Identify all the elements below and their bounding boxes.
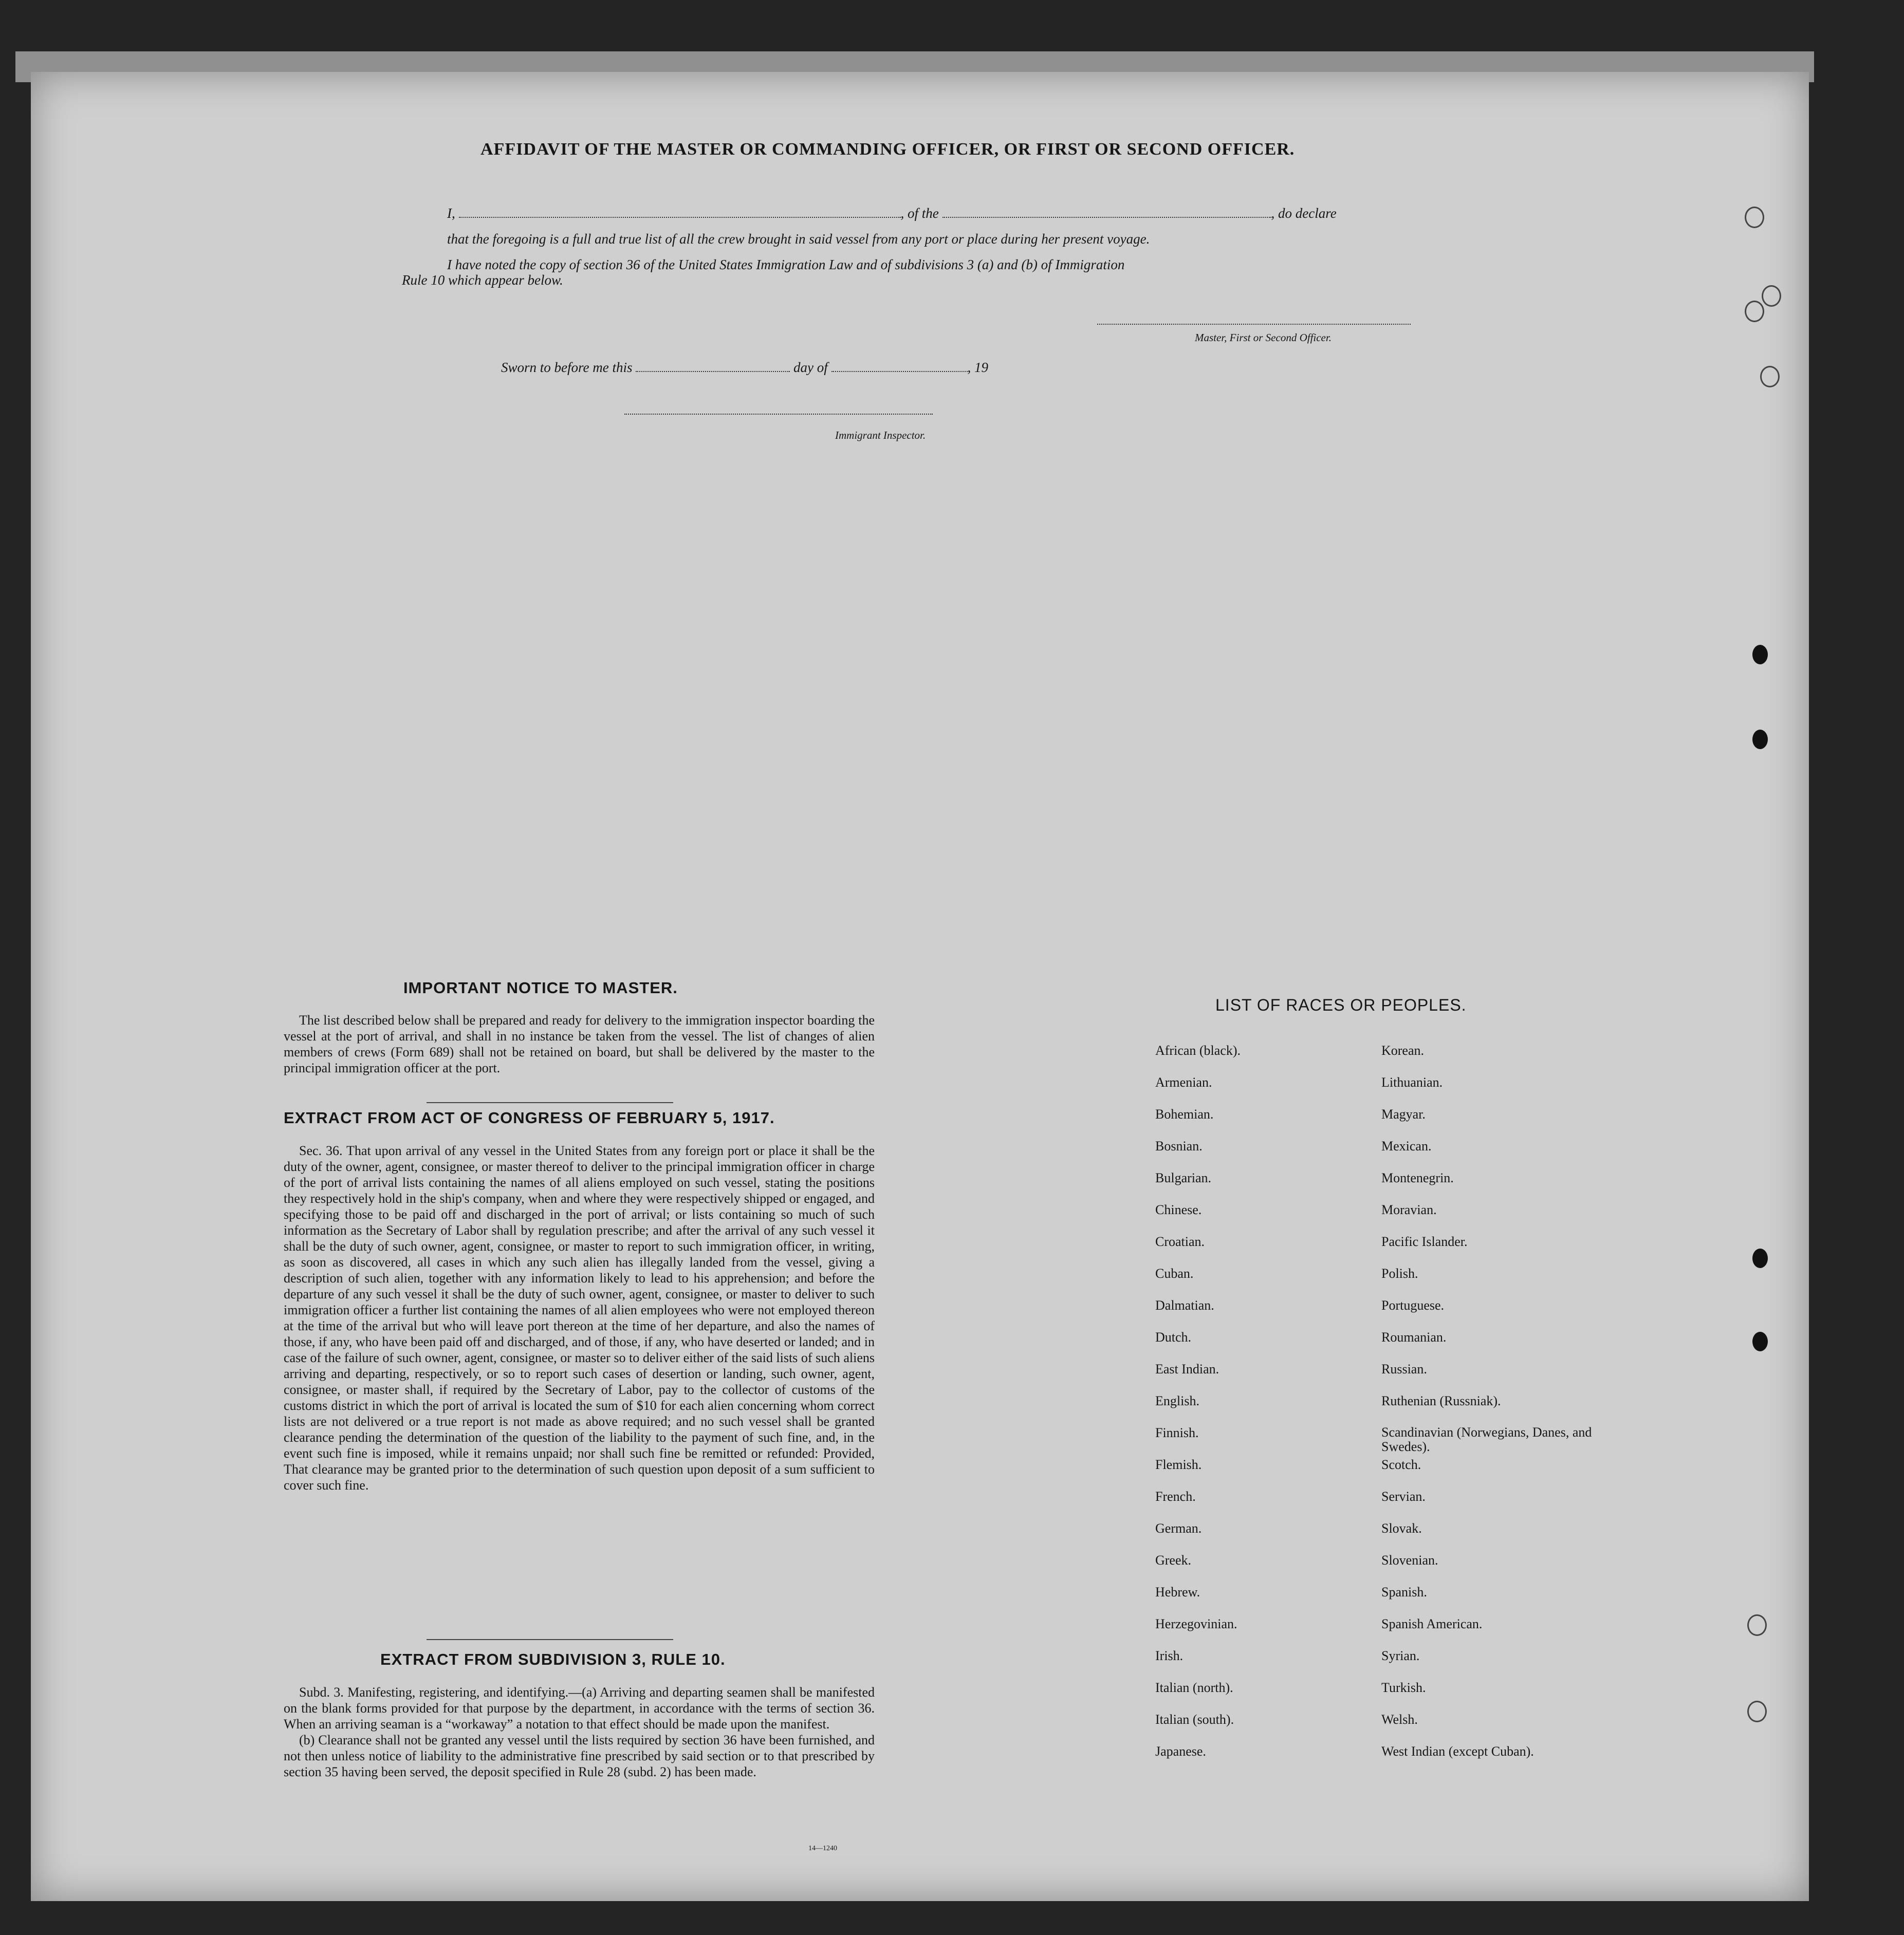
race-item: German. bbox=[1155, 1521, 1202, 1536]
race-item: Mexican. bbox=[1381, 1139, 1432, 1153]
form-number: 14—1240 bbox=[808, 1845, 837, 1852]
race-item: Hebrew. bbox=[1155, 1585, 1200, 1599]
race-item: Scotch. bbox=[1381, 1457, 1421, 1472]
act-extract-body bbox=[284, 1143, 875, 1493]
inspector-caption: Immigrant Inspector. bbox=[835, 429, 926, 441]
race-item: Turkish. bbox=[1381, 1680, 1426, 1695]
race-item: Croatian. bbox=[1155, 1234, 1205, 1249]
i-label: I, bbox=[447, 206, 455, 221]
document-page bbox=[31, 72, 1809, 1901]
race-item: Armenian. bbox=[1155, 1075, 1212, 1090]
race-item: Herzegovinian. bbox=[1155, 1616, 1237, 1631]
binder-hole-4 bbox=[1752, 1332, 1768, 1351]
day-of-label: day of bbox=[793, 360, 828, 375]
affidavit-line-1 bbox=[447, 206, 1337, 221]
binder-hole-3 bbox=[1752, 1249, 1768, 1268]
race-item: Portuguese. bbox=[1381, 1298, 1445, 1313]
affidavit-line-4: Rule 10 which appear below. bbox=[402, 272, 563, 288]
races-title: LIST OF RACES OR PEOPLES. bbox=[1215, 996, 1467, 1014]
year-label: , 19 bbox=[967, 360, 988, 375]
of-the-label: , of the bbox=[900, 206, 939, 221]
do-declare-label: , do declare bbox=[1271, 206, 1337, 221]
binder-ring-6 bbox=[1747, 1701, 1767, 1722]
race-item: Finnish. bbox=[1155, 1425, 1199, 1440]
race-item: East Indian. bbox=[1155, 1362, 1219, 1376]
rule-extract-text-b: (b) Clearance shall not be granted any vessel until the lists required by section 36 have been furnished, and not then unless notice of liability to the administrative fine prescribed by said section or to that prescribed by section 35 having been served, the deposit specified in Rule 28 (subd. 2) has been made. bbox=[284, 1733, 875, 1779]
act-extract-text: Sec. 36. That upon arrival of any vessel in the United States from any foreign port or place it shall be the duty of the owner, agent, consignee, or master thereof to deliver to the principal immigration officer in charge of the port of arrival lists containing the names of all aliens employed on such vessel, stating the positions they respectively hold in the ship's company, when and where they were respectively shipped or engaged, and specifying those to be paid off and discharged in the port of arrival; or lists containing so much of such information as the Secretary of Labor shall by regulation prescribe; and after the arrival of any such vessel it shall be the duty of such owner, agent, consignee, or master to report to such immigration officer, in writing, as soon as discovered, all cases in which any such alien has illegally landed from the vessel, giving a description of such alien, together with any information likely to lead to his apprehension; and before the departure of any such vessel it shall be the duty of such owner, agent, consignee, or master to deliver to such immigration officer a further list containing the names of all alien employees who were not employed thereon at the time of the arrival but who will leave port thereon at the time of her departure, and also the names of those, if any, who have been paid off and discharged, and of those, if any, who have deserted or landed; and in case of the failure of such owner, agent, consignee, or master so to deliver either of the said lists of such aliens arriving and departing, respectively, or so to report such cases of desertion or landing, such owner, agent, consignee, or master shall, if required by the Secretary of Labor, pay to the collector of customs of the customs district in which the port of arrival is located the sum of $10 for each alien concerning whom correct lists are not delivered or a true report is not made as above required; and no such vessel shall be granted clearance pending the determination of the question of the liability to the payment of such fine, and, in the event such fine is imposed, while it remains unpaid; nor shall such fine be remitted or refunded: Provided, That clearance may be granted prior to the determination of such question upon deposit of a sum sufficient to cover such fine. bbox=[284, 1143, 875, 1493]
affidavit-title: AFFIDAVIT OF THE MASTER OR COMMANDING OFFICER, OR FIRST OR SECOND OFFICER. bbox=[480, 140, 1295, 159]
race-item: Slovenian. bbox=[1381, 1553, 1438, 1568]
race-item: Dalmatian. bbox=[1155, 1298, 1214, 1313]
race-item: Montenegrin. bbox=[1381, 1170, 1454, 1185]
race-item: Lithuanian. bbox=[1381, 1075, 1443, 1090]
race-item: Syrian. bbox=[1381, 1648, 1420, 1663]
race-item: Bulgarian. bbox=[1155, 1170, 1212, 1185]
race-item: French. bbox=[1155, 1489, 1196, 1504]
divider-rule-1 bbox=[427, 1102, 673, 1103]
divider-rule-2 bbox=[427, 1639, 673, 1640]
race-item: Italian (south). bbox=[1155, 1712, 1234, 1727]
binder-hole-2 bbox=[1752, 730, 1768, 749]
rule-extract-text-a: Subd. 3. Manifesting, registering, and identifying.—(a) Arriving and departing seamen shall be manifested on the blank forms provided for that purpose by the department, in accordance with the terms of section 36. When an arriving seaman is a “workaway” a notation to that effect should be made upon the manifest. bbox=[284, 1685, 875, 1732]
binder-ring-3 bbox=[1762, 285, 1781, 307]
race-item: Welsh. bbox=[1381, 1712, 1418, 1727]
affidavit-line-3: I have noted the copy of section 36 of the United States Immigration Law and of subdivisions 3 (a) and (b) of Immigration bbox=[447, 257, 1125, 272]
race-item: Chinese. bbox=[1155, 1202, 1202, 1217]
officer-name-field[interactable] bbox=[459, 217, 901, 218]
vessel-name-field[interactable] bbox=[942, 217, 1271, 218]
race-item: Bohemian. bbox=[1155, 1107, 1214, 1122]
binder-ring-1 bbox=[1745, 207, 1764, 228]
race-item: Moravian. bbox=[1381, 1202, 1437, 1217]
rule-extract-body bbox=[284, 1684, 875, 1780]
race-item: Cuban. bbox=[1155, 1266, 1194, 1281]
binder-ring-5 bbox=[1747, 1614, 1767, 1636]
race-item: Bosnian. bbox=[1155, 1139, 1203, 1153]
affidavit-line-2: that the foregoing is a full and true list of all the crew brought in said vessel from any port or place during her present voyage. bbox=[447, 231, 1150, 247]
race-item: Flemish. bbox=[1155, 1457, 1202, 1472]
race-item: Servian. bbox=[1381, 1489, 1426, 1504]
notice-title: IMPORTANT NOTICE TO MASTER. bbox=[403, 979, 678, 997]
race-item: Korean. bbox=[1381, 1043, 1425, 1058]
inspector-signature-line[interactable] bbox=[624, 414, 933, 415]
act-extract-title: EXTRACT FROM ACT OF CONGRESS OF FEBRUARY 5, 1917. bbox=[284, 1109, 775, 1127]
race-item: Greek. bbox=[1155, 1553, 1192, 1568]
sworn-label: Sworn to before me this bbox=[501, 360, 633, 375]
sworn-line bbox=[501, 360, 988, 376]
race-item: Dutch. bbox=[1155, 1330, 1192, 1345]
race-item: West Indian (except Cuban). bbox=[1381, 1744, 1534, 1759]
race-item: Spanish American. bbox=[1381, 1616, 1483, 1631]
notice-text: The list described below shall be prepared and ready for delivery to the immigration inspector boarding the vessel at the port of arrival, and shall in no instance be taken from the vessel. The list of changes of alien members of crews (Form 689) shall not be retained on board, but shall be delivered by the master to the principal immigration officer at the port. bbox=[284, 1013, 875, 1075]
master-signature-line[interactable] bbox=[1097, 324, 1411, 325]
race-item: Pacific Islander. bbox=[1381, 1234, 1468, 1249]
race-item: Magyar. bbox=[1381, 1107, 1426, 1122]
sworn-month-field[interactable] bbox=[831, 371, 968, 372]
race-item: English. bbox=[1155, 1393, 1199, 1408]
race-item: Spanish. bbox=[1381, 1585, 1427, 1599]
race-item: Irish. bbox=[1155, 1648, 1184, 1663]
race-item: Scandinavian (Norwegians, Danes, and Swedes). bbox=[1381, 1425, 1592, 1454]
race-item: Russian. bbox=[1381, 1362, 1427, 1376]
race-item: Slovak. bbox=[1381, 1521, 1422, 1536]
race-item: Italian (north). bbox=[1155, 1680, 1233, 1695]
binder-ring-4 bbox=[1760, 366, 1780, 387]
rule-extract-title: EXTRACT FROM SUBDIVISION 3, RULE 10. bbox=[380, 1650, 726, 1668]
race-item: Japanese. bbox=[1155, 1744, 1206, 1759]
notice-body bbox=[284, 1012, 875, 1076]
binder-ring-2 bbox=[1745, 301, 1764, 322]
race-item: Ruthenian (Russniak). bbox=[1381, 1393, 1501, 1408]
sworn-day-field[interactable] bbox=[636, 371, 790, 372]
race-item: Roumanian. bbox=[1381, 1330, 1447, 1345]
master-caption: Master, First or Second Officer. bbox=[1195, 331, 1332, 344]
binder-hole-1 bbox=[1752, 645, 1768, 664]
race-item: African (black). bbox=[1155, 1043, 1241, 1058]
race-item: Polish. bbox=[1381, 1266, 1418, 1281]
